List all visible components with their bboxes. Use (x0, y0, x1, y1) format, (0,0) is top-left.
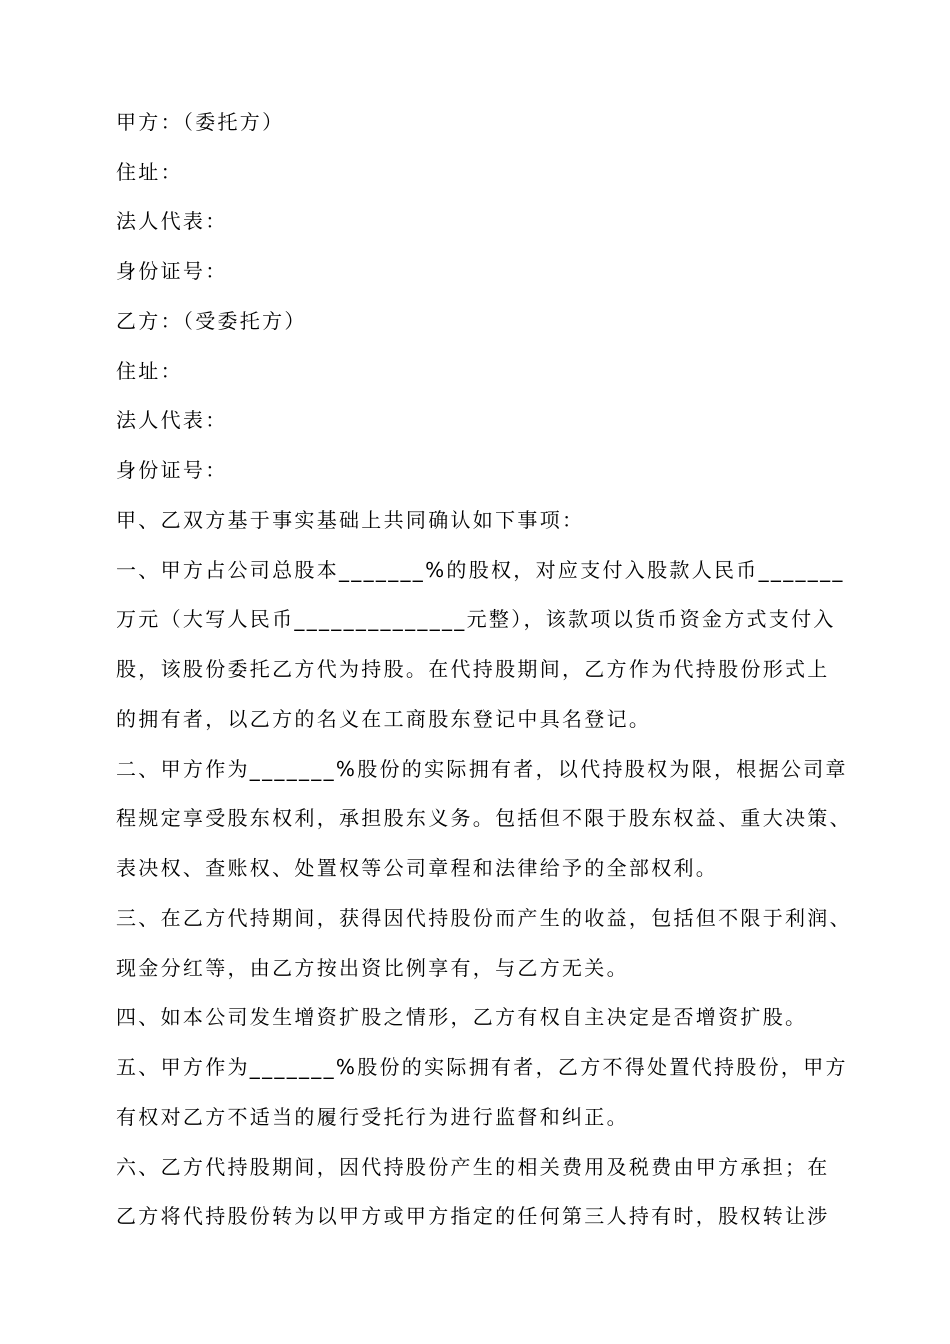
clause-6-line-2: 乙方将代持股份转为以甲方或甲方指定的任何第三人持有时，股权转让涉 (116, 1204, 830, 1228)
party-b-heading: 乙方：（受委托方） (116, 309, 307, 333)
clause-2-line-2: 程规定享受股东权利，承担股东义务。包括但不限于股东权益、重大决策、 (116, 806, 852, 830)
party-a-id-label: 身份证号： (116, 259, 228, 283)
clause-1-line-1: 一、甲方占公司总股本_______%的股权，对应支付入股款人民币_______ (116, 558, 845, 582)
preamble-text: 甲、乙双方基于事实基础上共同确认如下事项： (116, 508, 585, 532)
party-b-address-label: 住址： (116, 359, 183, 383)
clause-2-line-1: 二、甲方作为_______%股份的实际拥有者，以代持股权为限，根据公司章 (116, 757, 848, 781)
clause-3-line-1: 三、在乙方代持期间，获得因代持股份而产生的收益，包括但不限于利润、 (116, 906, 852, 930)
clause-1-line-3: 股，该股份委托乙方代为持股。在代持股期间，乙方作为代持股份形式上 (116, 657, 830, 681)
clause-4-line-1: 四、如本公司发生增资扩股之情形，乙方有权自主决定是否增资扩股。 (116, 1005, 808, 1029)
party-b-legal-rep-label: 法人代表： (116, 408, 228, 432)
clause-1-line-4: 的拥有者，以乙方的名义在工商股东登记中具名登记。 (116, 707, 652, 731)
clause-6-line-1: 六、乙方代持股期间，因代持股份产生的相关费用及税费由甲方承担；在 (116, 1155, 830, 1179)
party-a-legal-rep-label: 法人代表： (116, 209, 228, 233)
clause-5-line-2: 有权对乙方不适当的履行受托行为进行监督和纠正。 (116, 1105, 629, 1129)
party-a-heading: 甲方：（委托方） (116, 110, 285, 134)
clause-1-line-2: 万元（大写人民币______________元整），该款项以货币资金方式支付入 (116, 607, 836, 631)
party-a-address-label: 住址： (116, 160, 183, 184)
party-b-id-label: 身份证号： (116, 458, 228, 482)
clause-2-line-3: 表决权、查账权、处置权等公司章程和法律给予的全部权利。 (116, 856, 719, 880)
clause-3-line-2: 现金分红等，由乙方按出资比例享有，与乙方无关。 (116, 956, 629, 980)
clause-5-line-1: 五、甲方作为_______%股份的实际拥有者，乙方不得处置代持股份，甲方 (116, 1055, 848, 1079)
